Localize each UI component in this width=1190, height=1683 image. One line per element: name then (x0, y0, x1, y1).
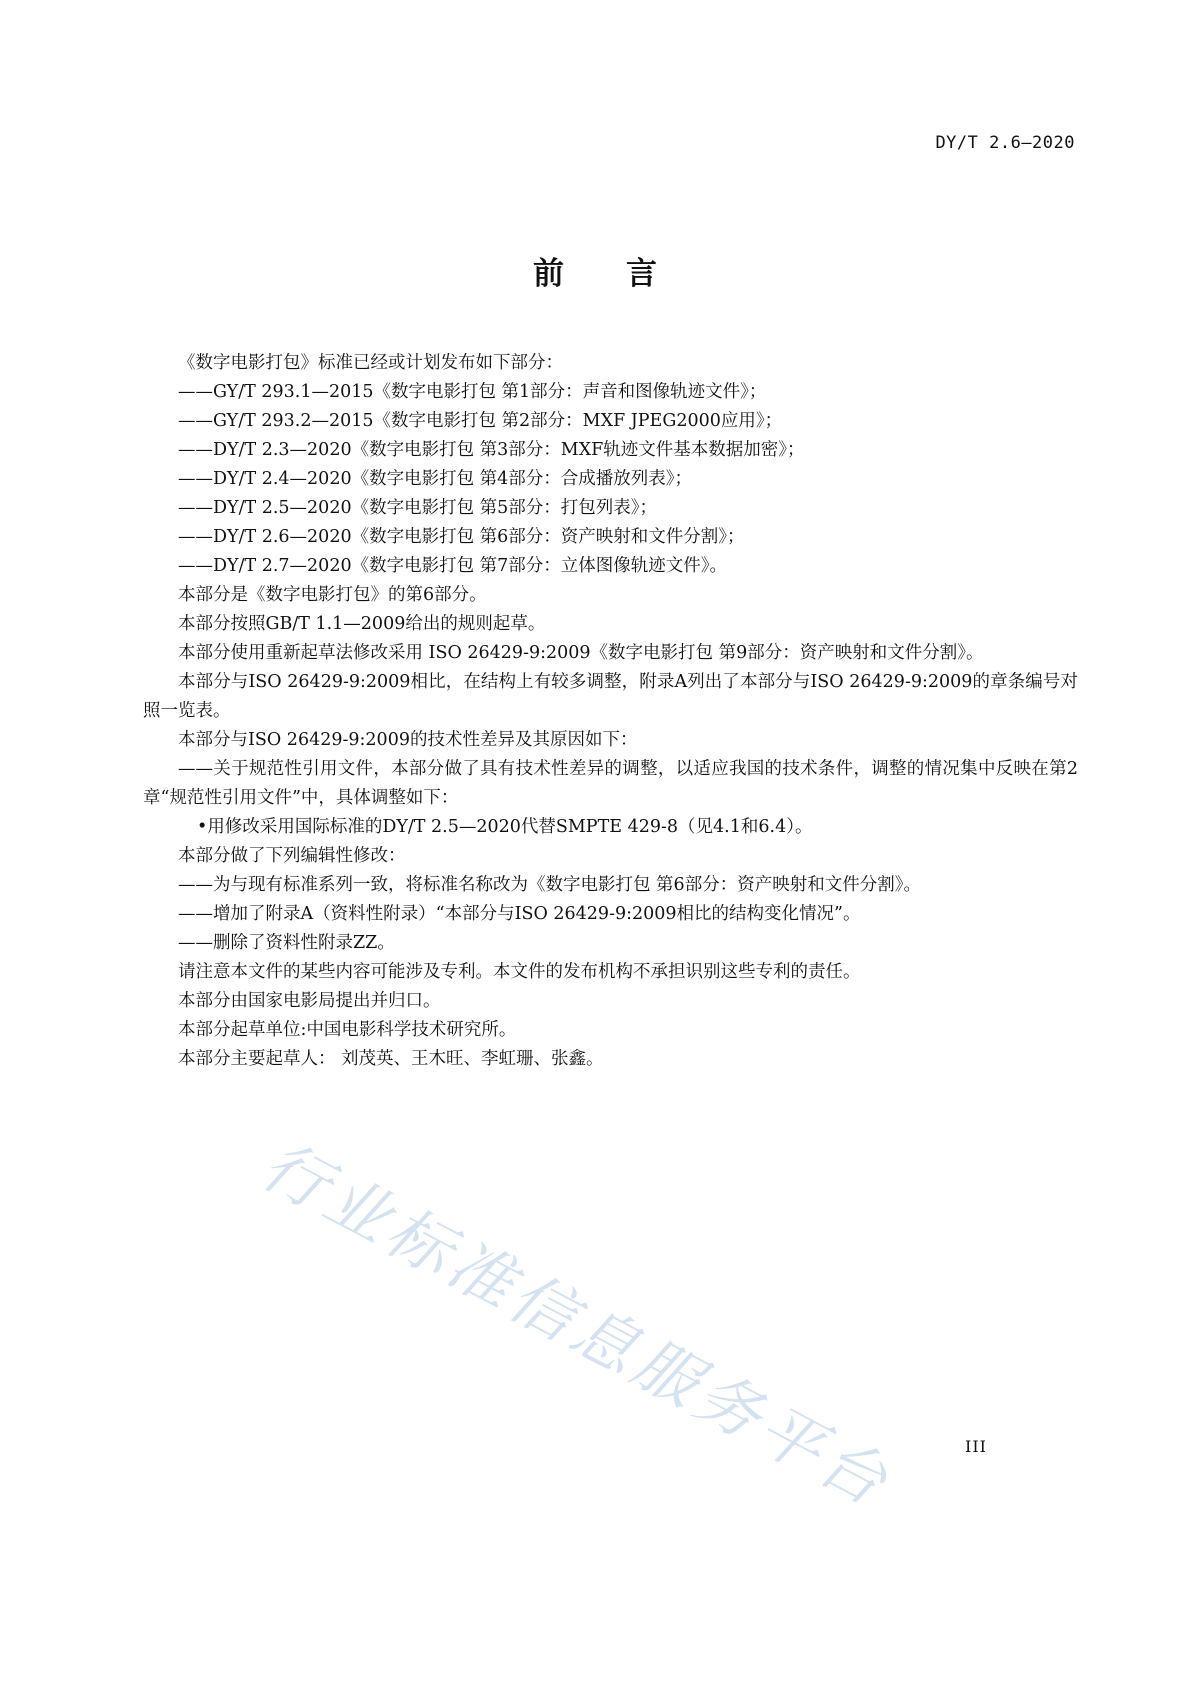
paragraph-editorial-changes: 本部分做了下列编辑性修改： (178, 846, 406, 866)
bullet-item-replacement: •用修改采用国际标准的DY/T 2.5—2020代替SMPTE 429-8（见4.1和6.4）。 (197, 817, 813, 837)
page-number: III (965, 1437, 987, 1456)
paragraph-technical-differences: 本部分与ISO 26429-9:2009的技术性差异及其原因如下： (178, 730, 638, 750)
paragraph-structure-changes: 本部分与ISO 26429-9:2009相比，在结构上有较多调整，附录A列出了本部分与ISO 26429-9:2009的章条编号对照一览表。 (143, 672, 1078, 721)
paragraph-adoption: 本部分使用重新起草法修改采用 ISO 26429-9:2009《数字电影打包 第9部分：资产映射和文件分割》。 (178, 643, 984, 663)
paragraph-proposer: 本部分由国家电影局提出并归口。 (178, 991, 441, 1011)
list-item-rename: ——为与现有标准系列一致，将标准名称改为《数字电影打包 第6部分：资产映射和文件分割》。 (178, 875, 921, 895)
list-item-part-1: ——GY/T 293.1—2015《数字电影打包 第1部分：声音和图像轨迹文件》； (178, 382, 767, 402)
paragraph-patent-notice: 请注意本文件的某些内容可能涉及专利。本文件的发布机构不承担识别这些专利的责任。 (178, 962, 861, 982)
list-item-part-4: ——DY/T 2.4—2020《数字电影打包 第4部分：合成播放列表》； (178, 469, 693, 489)
list-item-delete-annex: ——删除了资料性附录ZZ。 (178, 933, 395, 953)
section-title: 前 言 (533, 256, 657, 292)
body-text (143, 349, 1078, 1074)
list-item-normative-references: ——关于规范性引用文件，本部分做了具有技术性差异的调整，以适应我国的技术条件，调整的情况集中反映在第2章“规范性引用文件”中，具体调整如下： (143, 759, 1078, 808)
list-item-add-annex: ——增加了附录A（资料性附录）“本部分与ISO 26429-9:2009相比的结构变化情况”。 (178, 904, 861, 924)
paragraph-part-number: 本部分是《数字电影打包》的第6部分。 (178, 585, 487, 605)
list-item-part-7: ——DY/T 2.7—2020《数字电影打包 第7部分：立体图像轨迹文件》。 (178, 556, 728, 576)
paragraph-drafting-unit: 本部分起草单位:中国电影科学技术研究所。 (178, 1020, 517, 1040)
document-code: DY/T 2.6—2020 (935, 133, 1075, 153)
paragraph-intro: 《数字电影打包》标准已经或计划发布如下部分： (178, 353, 563, 373)
list-item-part-2: ——GY/T 293.2—2015《数字电影打包 第2部分：MXF JPEG2000应用》； (178, 411, 783, 431)
paragraph-drafters: 本部分主要起草人： 刘茂英、王木旺、李虹珊、张鑫。 (178, 1049, 604, 1069)
list-item-part-3: ——DY/T 2.3—2020《数字电影打包 第3部分：MXF轨迹文件基本数据加密》； (178, 440, 805, 460)
paragraph-drafting-rules: 本部分按照GB/T 1.1—2009给出的规则起草。 (178, 614, 546, 634)
list-item-part-6: ——DY/T 2.6—2020《数字电影打包 第6部分：资产映射和文件分割》； (178, 527, 745, 547)
list-item-part-5: ——DY/T 2.5—2020《数字电影打包 第5部分：打包列表》； (178, 498, 658, 518)
watermark: 行业标准信息服务平台 (249, 1128, 903, 1523)
